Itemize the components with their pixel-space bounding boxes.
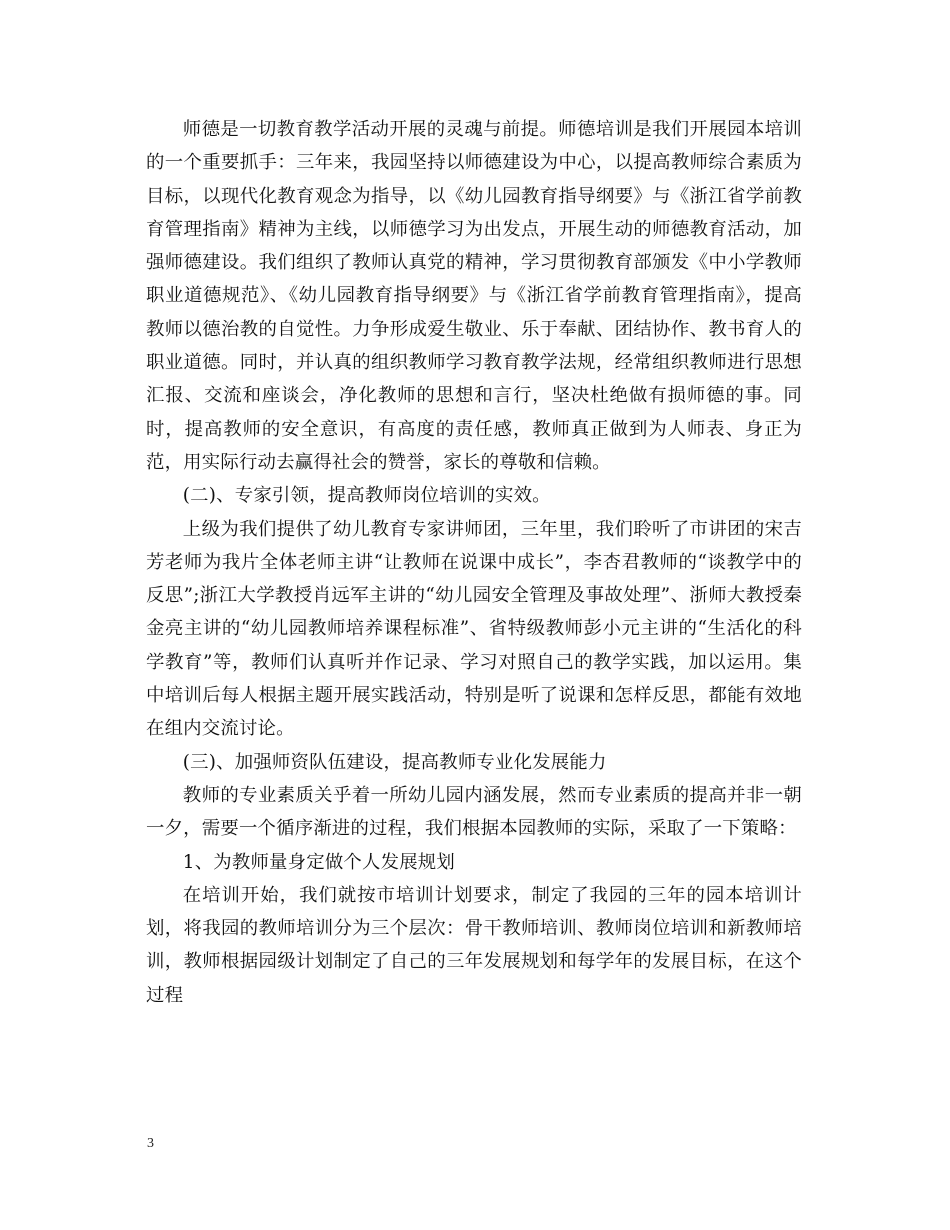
heading-expert-guidance: (二)、专家引领，提高教师岗位培训的实效。 — [182, 485, 551, 507]
paragraph-expert-lectures: 上级为我们提供了幼儿教育专家讲师团，三年里，我们聆听了市讲团的宋吉芳老师为我片全体老师主讲“让教师在说课中成长”，李杏君教师的“谈教学中的反思”;浙江大学教授肖远军主讲的“幼儿园安全管理及事故处理”、浙师大教授秦金亮主讲的“幼儿园教师培养课程标准”、省特级教师彭小元主讲的“生活化的科学教育”等，教师们认真听并作记录、学习对照自己的教学实践，加以运用。集中培训后每人根据主题开展实践活动，特别是听了说课和怎样反思，都能有效地在组内交流讨论。 — [146, 518, 802, 740]
paragraph-professional-quality: 教师的专业素质关乎着一所幼儿园内涵发展，然而专业素质的提高并非一朝一夕，需要一个循序渐进的过程，我们根据本园教师的实际，采取了一下策略： — [146, 784, 802, 840]
heading-teacher-team-building: (三)、加强师资队伍建设，提高教师专业化发展能力 — [182, 751, 607, 773]
page-number: 3 — [147, 1136, 154, 1151]
heading-personal-development-plan: 1、为教师量身定做个人发展规划 — [182, 851, 455, 873]
paragraph-teacher-ethics: 师德是一切教育教学活动开展的灵魂与前提。师德培训是我们开展园本培训的一个重要抓手：三年来，我园坚持以师德建设为中心，以提高教师综合素质为目标，以现代化教育观念为指导，以《幼儿园教育指导纲要》与《浙江省学前教育管理指南》精神为主线，以师德学习为出发点，开展生动的师德教育活动，加强师德建设。我们组织了教师认真党的精神，学习贯彻教育部颁发《中小学教师职业道德规范》、《幼儿园教育指导纲要》与《浙江省学前教育管理指南》，提高教师以德治教的自觉性。力争形成爱生敬业、乐于奉献、团结协作、教书育人的职业道德。同时，并认真的组织教师学习教育教学法规，经常组织教师进行思想汇报、交流和座谈会，净化教师的思想和言行，坚决杜绝做有损师德的事。同时，提高教师的安全意识，有高度的责任感，教师真正做到为人师表、身正为范，用实际行动去赢得社会的赞誉，家长的尊敬和信赖。 — [146, 119, 802, 473]
paragraph-training-plan: 在培训开始，我们就按市培训计划要求，制定了我园的三年的园本培训计划，将我园的教师培训分为三个层次：骨干教师培训、教师岗位培训和新教师培训，教师根据园级计划制定了自己的三年发展规划和每学年的发展目标，在这个过程 — [146, 884, 802, 1006]
body-text — [146, 113, 802, 1012]
